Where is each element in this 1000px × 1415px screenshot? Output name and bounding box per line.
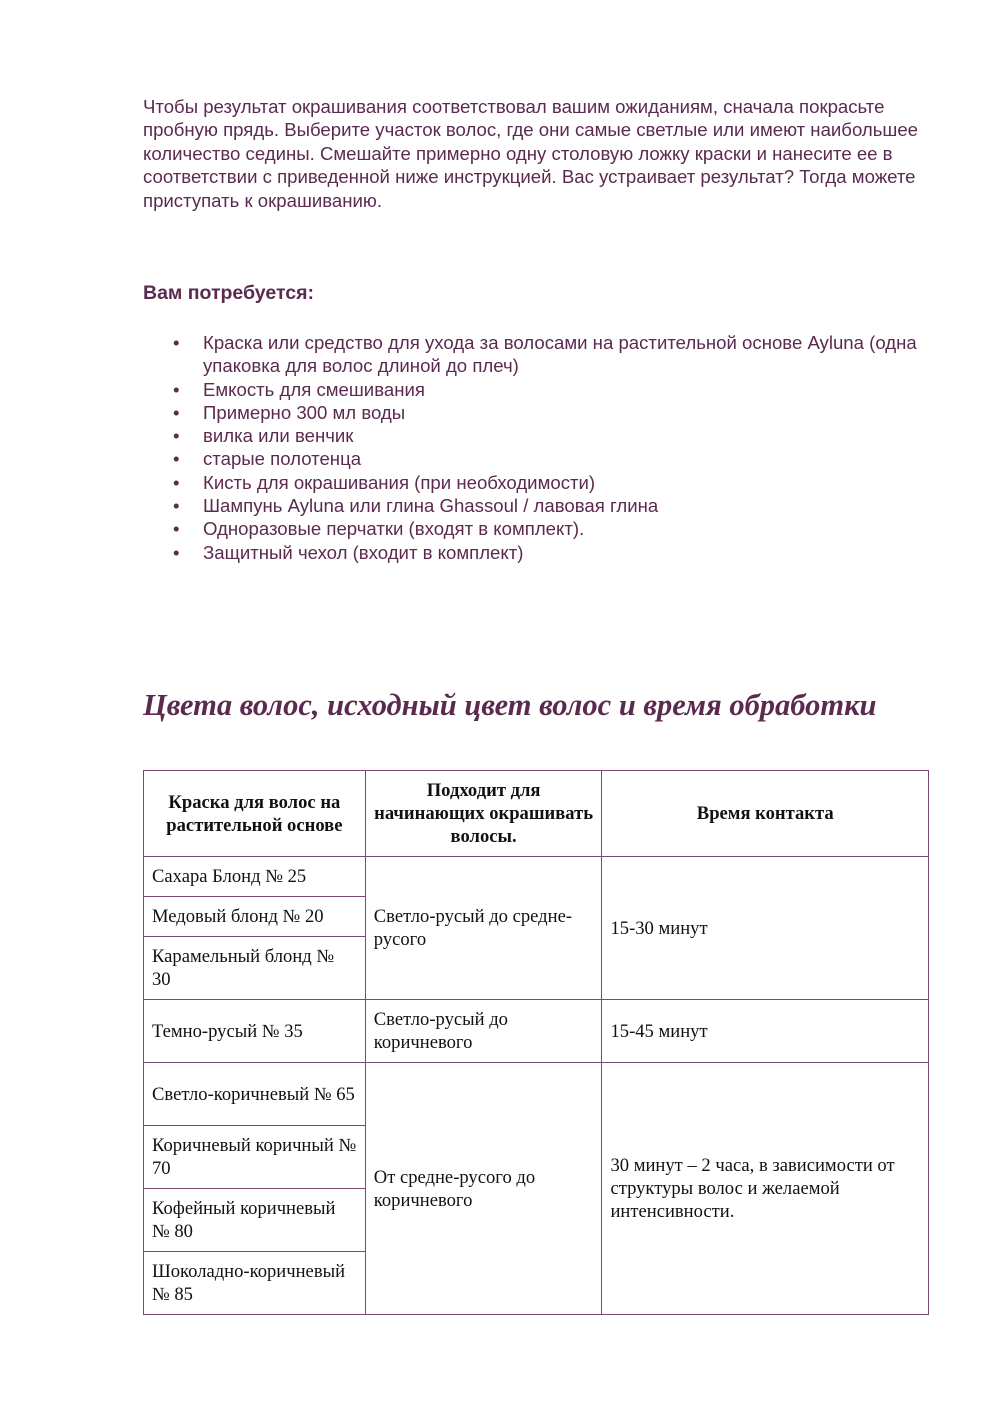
list-item-text: Защитный чехол (входит в комплект) bbox=[203, 541, 524, 563]
list-item bbox=[143, 494, 943, 517]
bullet-icon: • bbox=[173, 518, 180, 540]
bullet-icon: • bbox=[173, 378, 180, 400]
list-item-text: Краска или средство для ухода за волосами на растительной основе Ayluna (одна упаковка для волос длиной до плеч) bbox=[203, 332, 917, 377]
list-item-text: старые полотенца bbox=[203, 448, 362, 470]
list-item bbox=[143, 424, 943, 447]
section-title: Цвета волос, исходный цвет волос и время обработки bbox=[143, 688, 877, 722]
list-item bbox=[143, 401, 943, 424]
list-item-text: Одноразовые перчатки (входят в комплект). bbox=[203, 518, 585, 540]
color-name-cell: Шоколадно-коричневый № 85 bbox=[144, 1252, 366, 1315]
list-item-text: Примерно 300 мл воды bbox=[203, 401, 406, 423]
requirements-heading: Вам потребуется: bbox=[143, 282, 314, 304]
list-item-text: Емкость для смешивания bbox=[203, 378, 425, 400]
bullet-icon: • bbox=[173, 495, 180, 517]
color-name-cell: Сахара Блонд № 25 bbox=[144, 857, 366, 897]
table-row bbox=[144, 1063, 929, 1126]
list-item-text: Шампунь Ayluna или глина Ghassoul / лавовая глина bbox=[203, 495, 659, 517]
suitable-for-cell: От средне-русого до коричневого bbox=[365, 1063, 602, 1315]
hair-colors-table bbox=[143, 770, 929, 1315]
color-name-cell: Кофейный коричневый № 80 bbox=[144, 1189, 366, 1252]
list-item bbox=[143, 541, 943, 564]
contact-time-cell: 15-30 минут bbox=[602, 857, 929, 1000]
list-item-text: вилка или венчик bbox=[203, 425, 354, 447]
header-contact-time: Время контакта bbox=[602, 771, 929, 857]
table-header-row bbox=[144, 771, 929, 857]
bullet-icon: • bbox=[173, 471, 180, 493]
requirements-list bbox=[143, 331, 943, 564]
bullet-icon: • bbox=[173, 401, 180, 423]
list-item bbox=[143, 378, 943, 401]
header-suitable-for: Подходит для начинающих окрашивать волосы. bbox=[365, 771, 602, 857]
contact-time-cell: 15-45 минут bbox=[602, 1000, 929, 1063]
bullet-icon: • bbox=[173, 332, 180, 353]
contact-time-cell: 30 минут – 2 часа, в зависимости от структуры волос и желаемой интенсивности. bbox=[602, 1063, 929, 1315]
list-item-text: Кисть для окрашивания (при необходимости) bbox=[203, 471, 596, 493]
table-row bbox=[144, 857, 929, 897]
list-item bbox=[143, 331, 943, 378]
color-name-cell: Светло-коричневый № 65 bbox=[144, 1063, 366, 1126]
intro-paragraph: Чтобы результат окрашивания соответствовал вашим ожиданиям, сначала покрасьте пробную прядь. Выберите участок волос, где они самые светлые или имеют наибольшее количество седины. Смешайте примерно одну столовую ложку краски и нанесите ее в соответствии с приведенной ниже инструкцией. Вас устраивает результат? Тогда можете приступать к окрашиванию. bbox=[143, 96, 919, 211]
color-name-cell: Коричневый коричный № 70 bbox=[144, 1126, 366, 1189]
header-color: Краска для волос на растительной основе bbox=[144, 771, 366, 857]
color-name-cell: Темно-русый № 35 bbox=[144, 1000, 366, 1063]
suitable-for-cell: Светло-русый до средне-русого bbox=[365, 857, 602, 1000]
list-item bbox=[143, 471, 943, 494]
suitable-for-cell: Светло-русый до коричневого bbox=[365, 1000, 602, 1063]
bullet-icon: • bbox=[173, 448, 180, 470]
color-name-cell: Медовый блонд № 20 bbox=[144, 897, 366, 937]
bullet-icon: • bbox=[173, 541, 180, 563]
color-name-cell: Карамельный блонд № 30 bbox=[144, 937, 366, 1000]
list-item bbox=[143, 517, 943, 540]
bullet-icon: • bbox=[173, 425, 180, 447]
list-item bbox=[143, 447, 943, 470]
table-row bbox=[144, 1000, 929, 1063]
